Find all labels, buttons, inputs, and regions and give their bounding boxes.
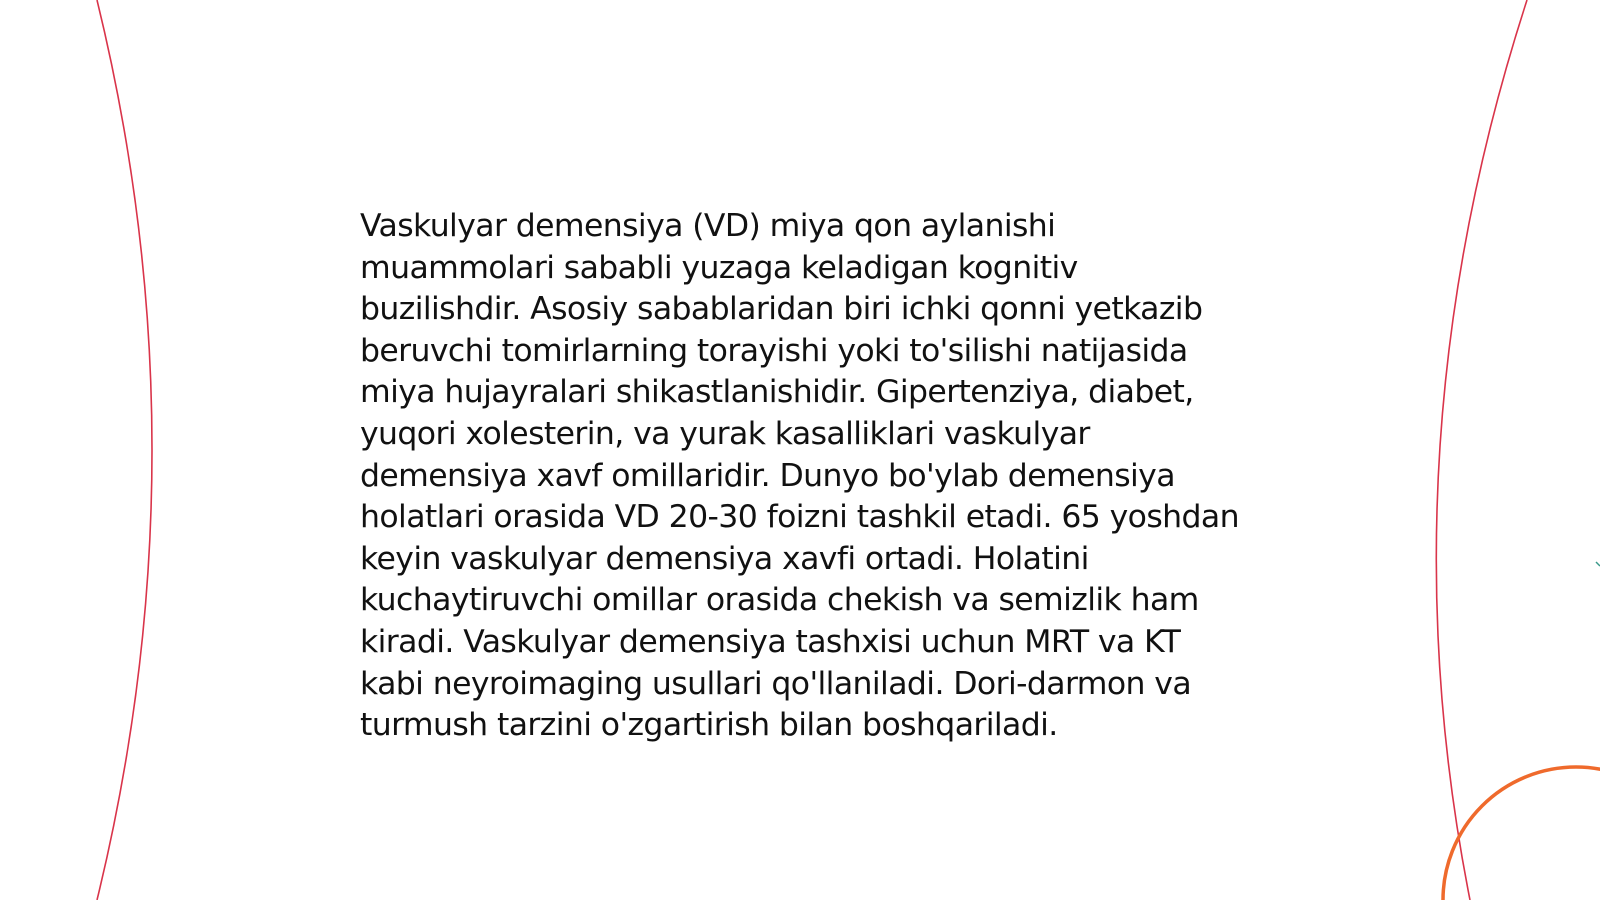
body-text: Vaskulyar demensiya (VD) miya qon aylanishi muammolari sababli yuzaga keladigan kognitiv buzilishdir. Asosiy sabablaridan biri ichki qonni yetkazib beruvchi tomirlarning torayishi yoki to'silishi natijasida miya hujayralari shikastlanishidir. Gipertenziya, diabet, yuqori xolesterin, va yurak kasalliklari vaskulyar demensiya xavf omillaridir. Dunyo bo'ylab demensiya holatlari orasida VD 20-30 foizni tashkil etadi. 65 yoshdan keyin vaskulyar demensiya xavfi ortadi. Holatini kuchaytiruvchi omillar orasida chekish va semizlik ham kiradi. Vaskulyar demensiya tashxisi uchun MRT va KT kabi neyroimaging usullari qo'llaniladi. Dori-darmon va turmush tarzini o'zgartirish bilan boshqariladi. — [360, 208, 1239, 744]
right-arc-line — [1436, 0, 1527, 900]
edge-tick-mark — [1596, 562, 1600, 566]
left-arc-line — [97, 0, 152, 900]
